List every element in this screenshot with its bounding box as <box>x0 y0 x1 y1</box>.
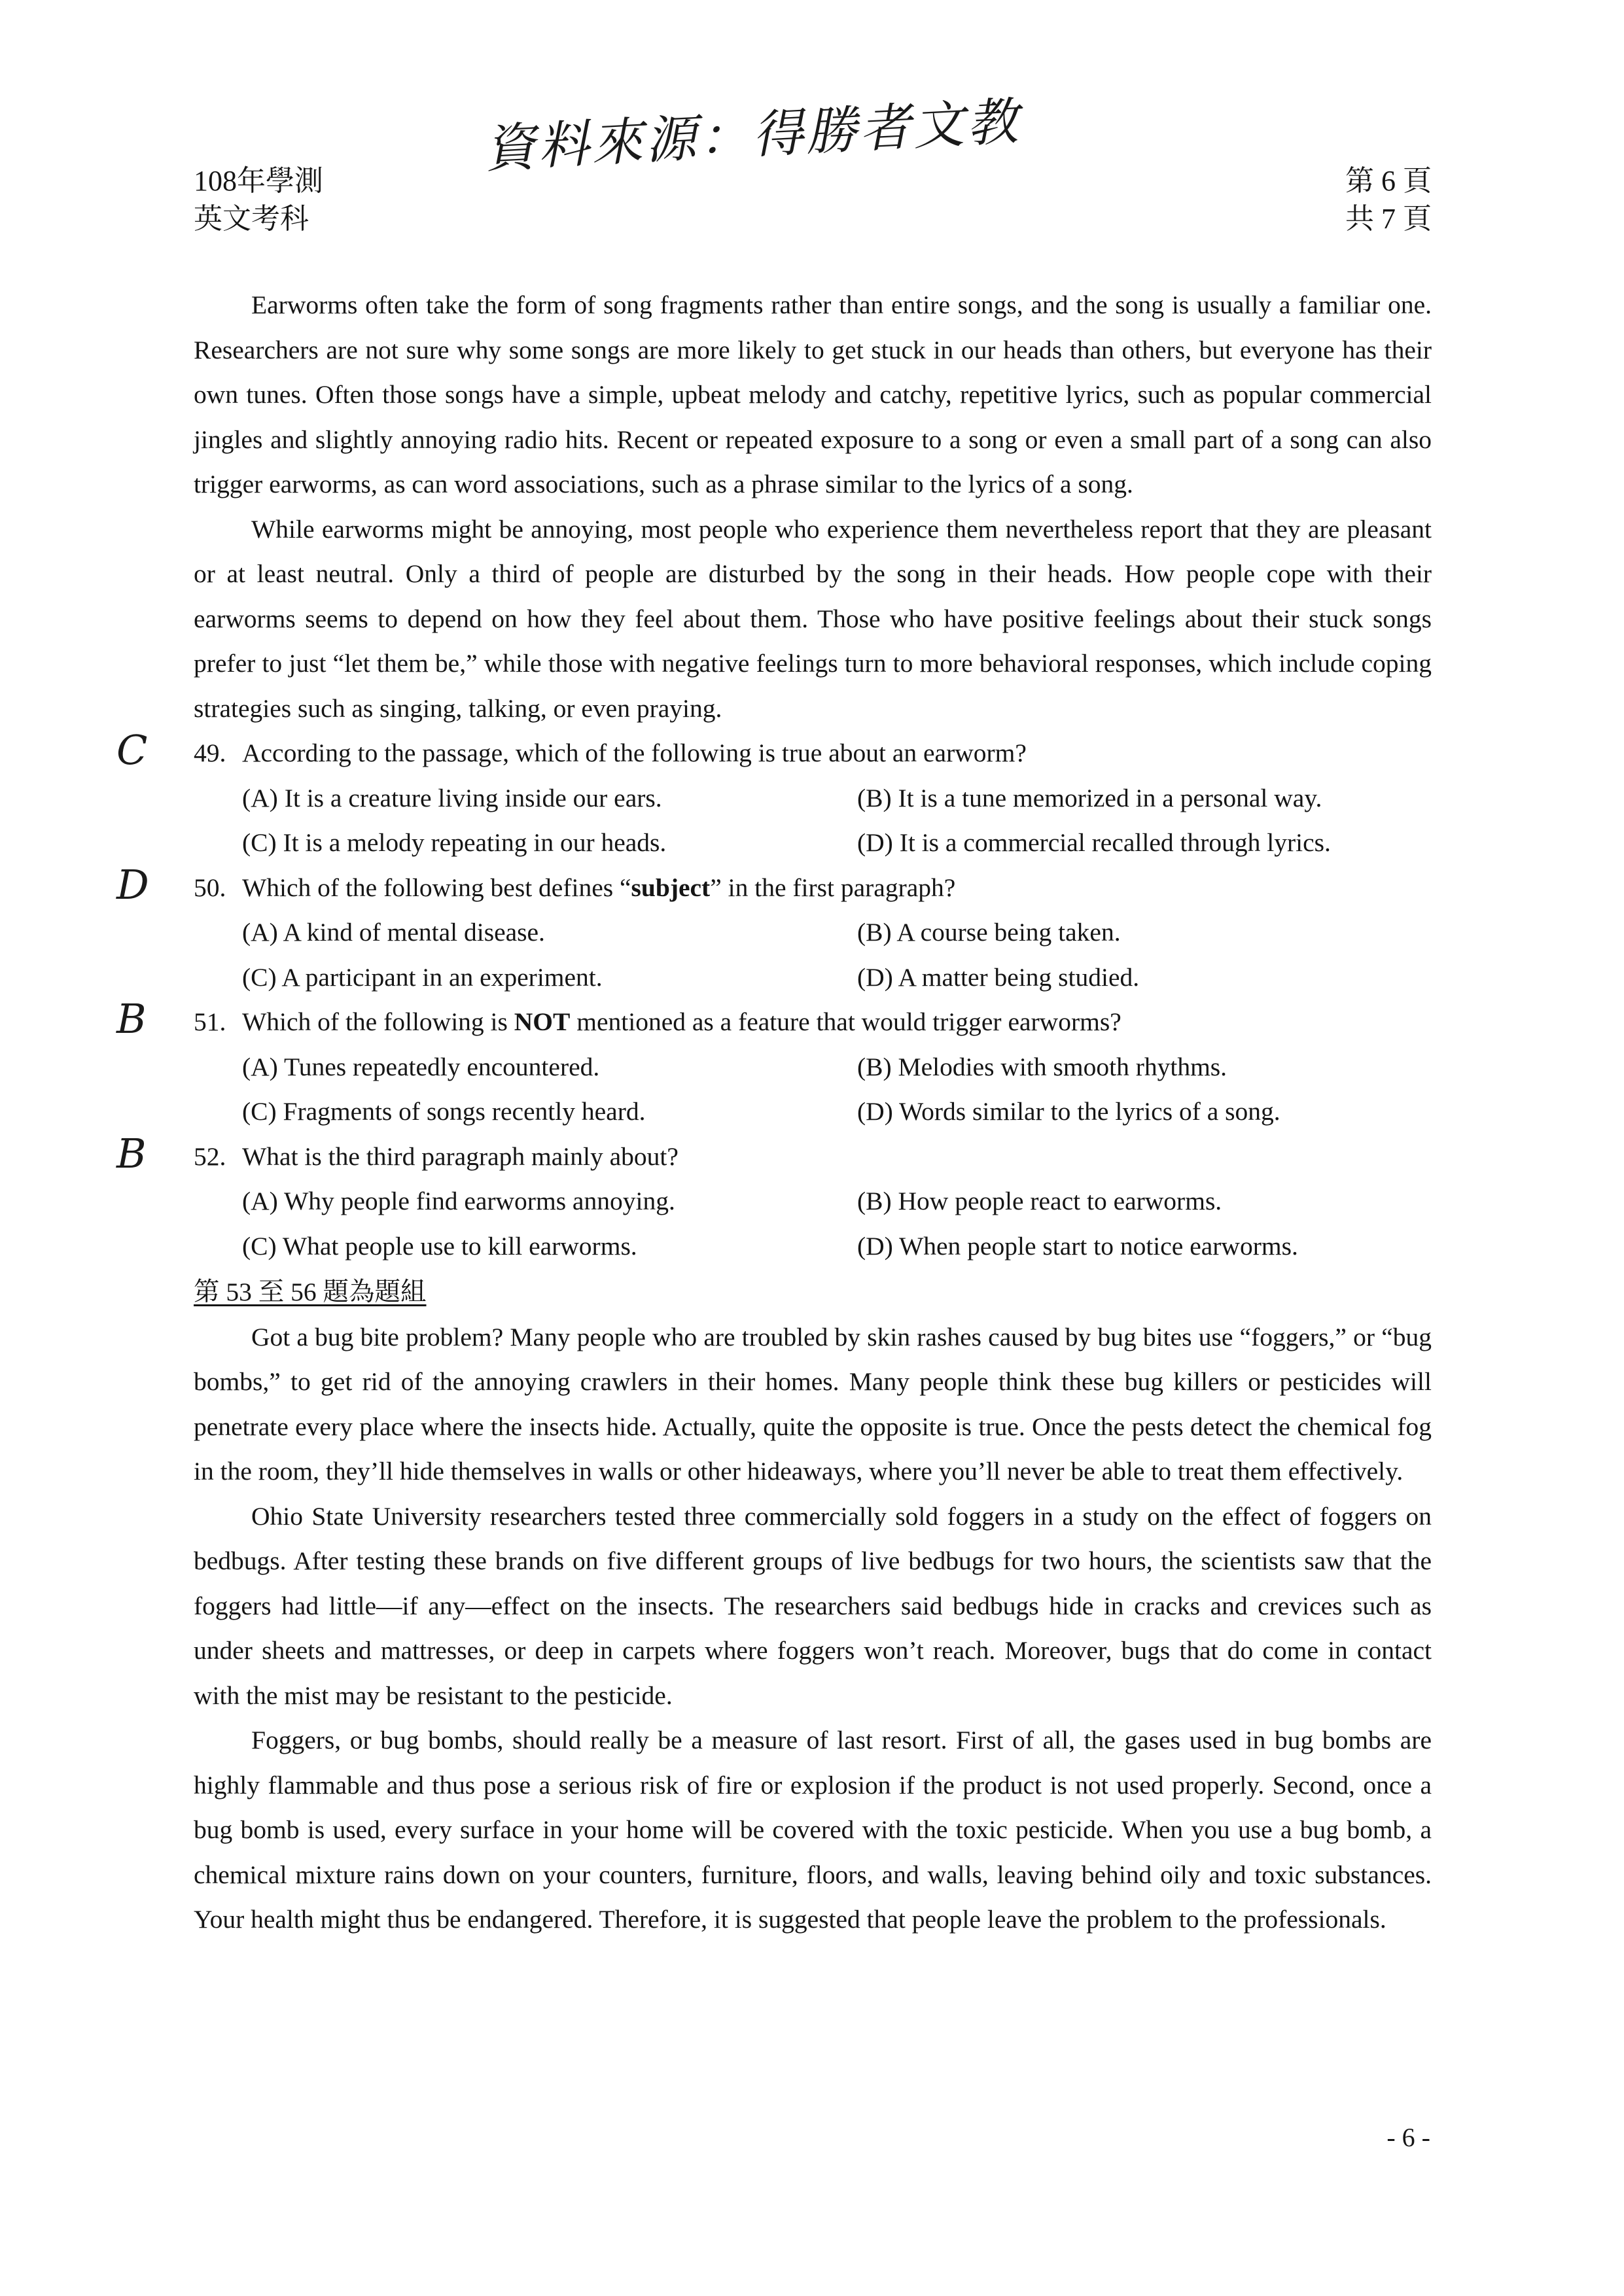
option-row <box>242 1045 1432 1090</box>
option-row <box>242 776 1432 821</box>
question-stem <box>194 865 1432 911</box>
handwritten-source-note: 資料來源：得勝者文教 <box>483 92 1022 179</box>
exam-title: 108年學測 <box>194 165 323 197</box>
question-keyword: subject <box>631 873 711 902</box>
handwritten-answer: B <box>116 995 147 1043</box>
option-c: (C) Fragments of songs recently heard. <box>242 1097 646 1126</box>
option-row <box>242 955 1432 1000</box>
total-pages-label: 共 7 頁 <box>1345 203 1432 235</box>
question-51 <box>116 995 1432 1134</box>
question-stem <box>194 1134 1432 1179</box>
main-content <box>116 283 1432 1942</box>
question-number: 52. <box>194 1141 226 1171</box>
question-50 <box>116 860 1432 1000</box>
passage2-paragraph: Got a bug bite problem? Many people who are troubled by skin rashes caused by bug bites use “foggers,” or “bug bombs,” to get rid of the annoying crawlers in their homes. Many people think these bug killers or pesticides will penetrate every place where the insects hide. Actually, quite the opposite is true. Once the pests detect the chemical fog in the room, they’ll hide themselves in walls or other hideaways, where you’ll never be able to treat them effectively. <box>194 1322 1432 1486</box>
question-stem <box>194 731 1432 776</box>
question-text-after: ” in the first paragraph? <box>710 873 956 902</box>
option-row <box>242 1179 1432 1224</box>
option-c: (C) A participant in an experiment. <box>242 962 603 992</box>
question-text-after: mentioned as a feature that would trigger earworms? <box>570 1007 1121 1036</box>
question-52 <box>116 1129 1432 1269</box>
option-d: (D) A matter being studied. <box>857 962 1140 992</box>
question-stem <box>194 1000 1432 1045</box>
header-left <box>194 162 323 238</box>
option-a: (A) Tunes repeatedly encountered. <box>242 1052 600 1081</box>
option-b: (B) Melodies with smooth rhythms. <box>857 1052 1227 1081</box>
option-row <box>242 910 1432 955</box>
handwritten-answer: B <box>116 1129 147 1177</box>
page-label: 第 6 頁 <box>1345 165 1432 197</box>
passage1-paragraph: While earworms might be annoying, most people who experience them nevertheless report that they are pleasant or at least neutral. Only a third of people are disturbed by the song in their heads. How people cope with their earworms seems to depend on how they feel about them. Those who have positive feelings about their stuck songs prefer to just “let them be,” while those with negative feelings turn to more behavioral responses, which include coping strategies such as singing, talking, or even praying. <box>194 514 1432 723</box>
option-c: (C) It is a melody repeating in our heads. <box>242 828 667 857</box>
option-row <box>242 1089 1432 1134</box>
option-row <box>242 1224 1432 1269</box>
question-text-before: Which of the following is <box>242 1007 514 1036</box>
question-text-before: Which of the following best defines “ <box>242 873 631 902</box>
header-right <box>1345 162 1432 238</box>
question-49 <box>116 726 1432 865</box>
option-a: (A) It is a creature living inside our ears. <box>242 783 662 812</box>
subject-title: 英文考科 <box>194 203 309 235</box>
option-b: (B) It is a tune memorized in a personal way. <box>857 783 1322 812</box>
passage1-paragraph: Earworms often take the form of song fragments rather than entire songs, and the song is usually a familiar one. Researchers are not sure why some songs are more likely to get stuck in our heads than others, but everyone has their own tunes. Often those songs have a simple, upbeat melody and catchy, repetitive lyrics, such as popular commercial jingles and slightly annoying radio hits. Recent or repeated exposure to a song or even a small part of a song can also trigger earworms, as can word associations, such as a phrase similar to the lyrics of a song. <box>194 290 1432 498</box>
option-d: (D) Words similar to the lyrics of a song. <box>857 1097 1280 1126</box>
page-number: - 6 - <box>1386 2123 1430 2152</box>
option-row <box>242 820 1432 865</box>
handwritten-answer: C <box>116 726 148 774</box>
question-number: 50. <box>194 873 226 902</box>
question-text: According to the passage, which of the following is true about an earworm? <box>242 739 1027 767</box>
handwritten-answer: D <box>116 860 149 909</box>
option-b: (B) A course being taken. <box>857 918 1121 947</box>
question-group-heading: 第 53 至 56 題為題組 <box>194 1278 427 1306</box>
passage2-paragraph: Foggers, or bug bombs, should really be a measure of last resort. First of all, the gases used in bug bombs are highly flammable and thus pose a serious risk of fire or explosion if the product is not used properly. Second, once a bug bomb is used, every surface in your home will be covered with the toxic pesticide. When you use a bug bomb, a chemical mixture rains down on your counters, furniture, floors, and walls, leaving behind oily and toxic substances. Your health might thus be endangered. Therefore, it is suggested that people leave the problem to the professionals. <box>194 1726 1432 1934</box>
question-text: What is the third paragraph mainly about? <box>242 1141 679 1171</box>
question-keyword: NOT <box>514 1007 571 1036</box>
option-b: (B) How people react to earworms. <box>857 1187 1222 1215</box>
question-number: 49. <box>194 739 226 767</box>
question-number: 51. <box>194 1007 226 1036</box>
option-c: (C) What people use to kill earworms. <box>242 1231 637 1261</box>
option-a: (A) A kind of mental disease. <box>242 918 545 947</box>
passage2-paragraph: Ohio State University researchers tested three commercially sold foggers in a study on the effect of foggers on bedbugs. After testing these brands on five different groups of live bedbugs for two hours, the scientists saw that the foggers had little—if any—effect on the insects. The researchers said bedbugs hide in cracks and crevices such as under sheets and mattresses, or deep in carpets where foggers won’t reach. Moreover, bugs that do come in contact with the mist may be resistant to the pesticide. <box>194 1501 1432 1710</box>
option-d: (D) It is a commercial recalled through lyrics. <box>857 828 1331 857</box>
option-d: (D) When people start to notice earworms. <box>857 1231 1298 1261</box>
option-a: (A) Why people find earworms annoying. <box>242 1187 675 1215</box>
